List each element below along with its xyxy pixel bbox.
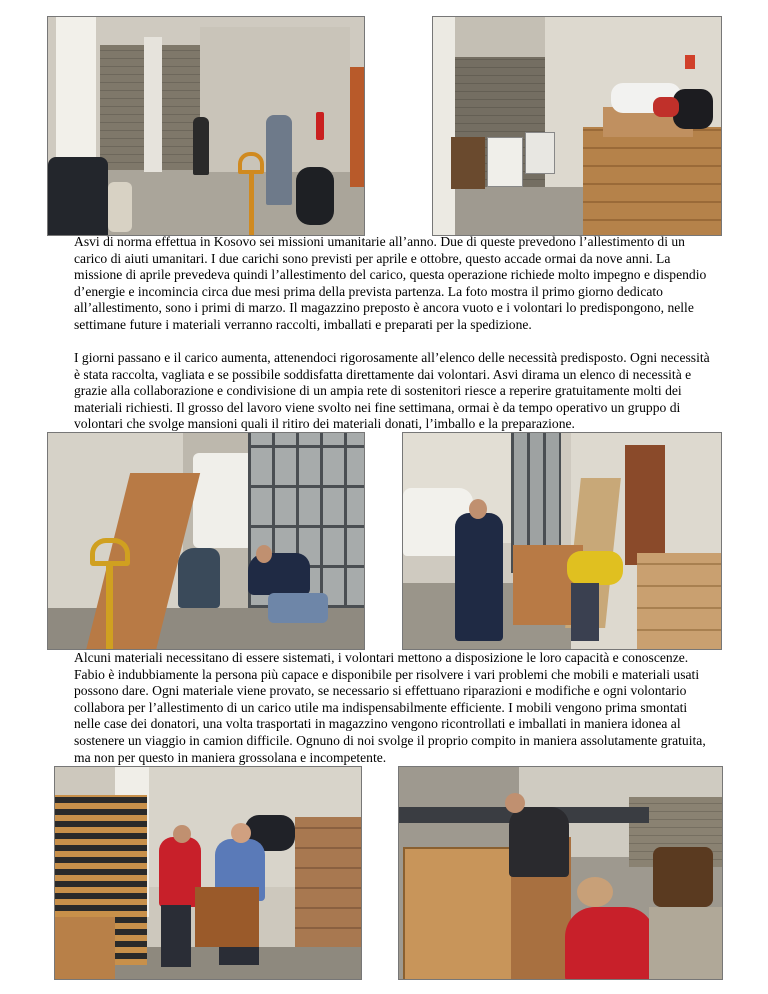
volunteer-figure <box>509 807 569 877</box>
wood-panels <box>55 917 115 980</box>
white-pillar <box>144 37 162 172</box>
chairs <box>48 157 108 236</box>
photo-volunteers-packing <box>54 766 362 980</box>
volunteer-head <box>469 499 487 519</box>
pallet-jack-handle <box>90 538 130 566</box>
volunteer-jeans <box>161 905 191 967</box>
cabinet <box>451 137 485 189</box>
white-van <box>193 453 253 548</box>
cardboard-stack <box>637 553 722 650</box>
appliance <box>525 132 555 174</box>
photo-volunteers-truck <box>398 766 723 980</box>
orange-door <box>625 445 665 565</box>
volunteer-head <box>173 825 191 843</box>
photo-volunteers-panels <box>47 432 365 650</box>
appliance <box>487 137 523 187</box>
photo-volunteers-furniture <box>402 432 722 650</box>
volunteer-head <box>505 793 525 813</box>
volunteer-figure <box>565 907 655 980</box>
cardboard-stack <box>295 817 362 947</box>
cardboard-stack <box>649 907 723 980</box>
cardboard-stack <box>583 127 722 236</box>
pallet-jack <box>106 563 113 650</box>
pallet-jack-handle <box>238 152 264 174</box>
chairs <box>653 847 713 907</box>
volunteer-jeans <box>571 583 599 641</box>
volunteer-head <box>231 823 251 843</box>
sack <box>108 182 132 232</box>
volunteer-jeans <box>268 593 328 623</box>
paragraph-load-growth: I giorni passano e il carico aumenta, attenendoci rigorosamente all’elenco delle necessità predisposto. Ogni necessità è stata raccolta, vagliata e se possibile soddisfatta direttamente dai volontari. Asvi dirama un elenco di necessità e grazie alla collaborazione e condivisione di un ampia rete di sostenitori riesce a reperire gratuitamente molti dei materiali richiesti. Il grosso del lavoro viene svolto nei fine settimana, ormai è da tempo operativo un gruppo di volontari che svolge mansioni quali il ritiro dei materiali donati, l’imballo e la preparazione. <box>74 350 710 432</box>
volunteer-figure <box>567 551 623 585</box>
photo-stocked-warehouse <box>432 16 722 236</box>
paragraph-repairs: Alcuni materiali necessitano di essere sistemati, i volontari mettono a disposizione le loro capacità e conoscenze. Fabio è indubbiamente la persona più capace e disponibile per risolvere i vari problemi che mobili e materiali usati possono dare. Ogni materiale viene provato, se necessario si effettuano riparazioni e modifiche e ogni volontario collabora per l’allestimento di un carico utile ma indispensabilmente efficiente. I mobili vengono prima smontati nelle case dei donatori, una volta trasportati in magazzino vengono ricontrollati e imballati in maniera idonea al sostenere un viaggio in camion difficile. Ognuno di noi svolge il proprio compito in maniera assolutamente gratuita, ma non per questo in maniera grossolana e incompetente. <box>74 650 706 765</box>
volunteer-figure <box>266 115 292 205</box>
photo-empty-warehouse <box>47 16 365 236</box>
wood-table <box>195 887 259 947</box>
pallet-jack <box>249 172 254 236</box>
fire-sign <box>685 55 695 69</box>
volunteer-head <box>577 877 613 907</box>
volunteer-figure <box>455 513 503 641</box>
fire-extinguisher <box>316 112 324 140</box>
bags-on-top <box>653 97 679 117</box>
paragraph-intro: Asvi di norma effettua in Kosovo sei missioni umanitarie all’anno. Due di queste prevedono l’allestimento di un carico di aiuti umanitari. I due carichi sono previsti per aprile e ottobre, questo accade ormai da nove anni. La missione di aprile prevedeva quindi l’allestimento del carico, questa operazione richiede molto impegno e dispendio d’energie e incomincia circa due mesi prima della prevista partenza. La foto mostra il primo giorno dedicato all’allestimento, sono i primi di marzo. Il magazzino preposto è ancora vuoto e i volontari lo predispongono, nelle settimane future i materiali verranno raccolti, imballati e preparati per la spedizione. <box>74 234 707 332</box>
wooden-crate <box>403 847 513 980</box>
trash-bags <box>296 167 334 225</box>
bags-on-top <box>673 89 713 129</box>
white-pillar <box>433 17 455 236</box>
volunteer-figure <box>193 117 209 175</box>
orange-door <box>350 67 365 187</box>
volunteer-head <box>256 545 272 563</box>
volunteer-figure <box>178 548 220 608</box>
